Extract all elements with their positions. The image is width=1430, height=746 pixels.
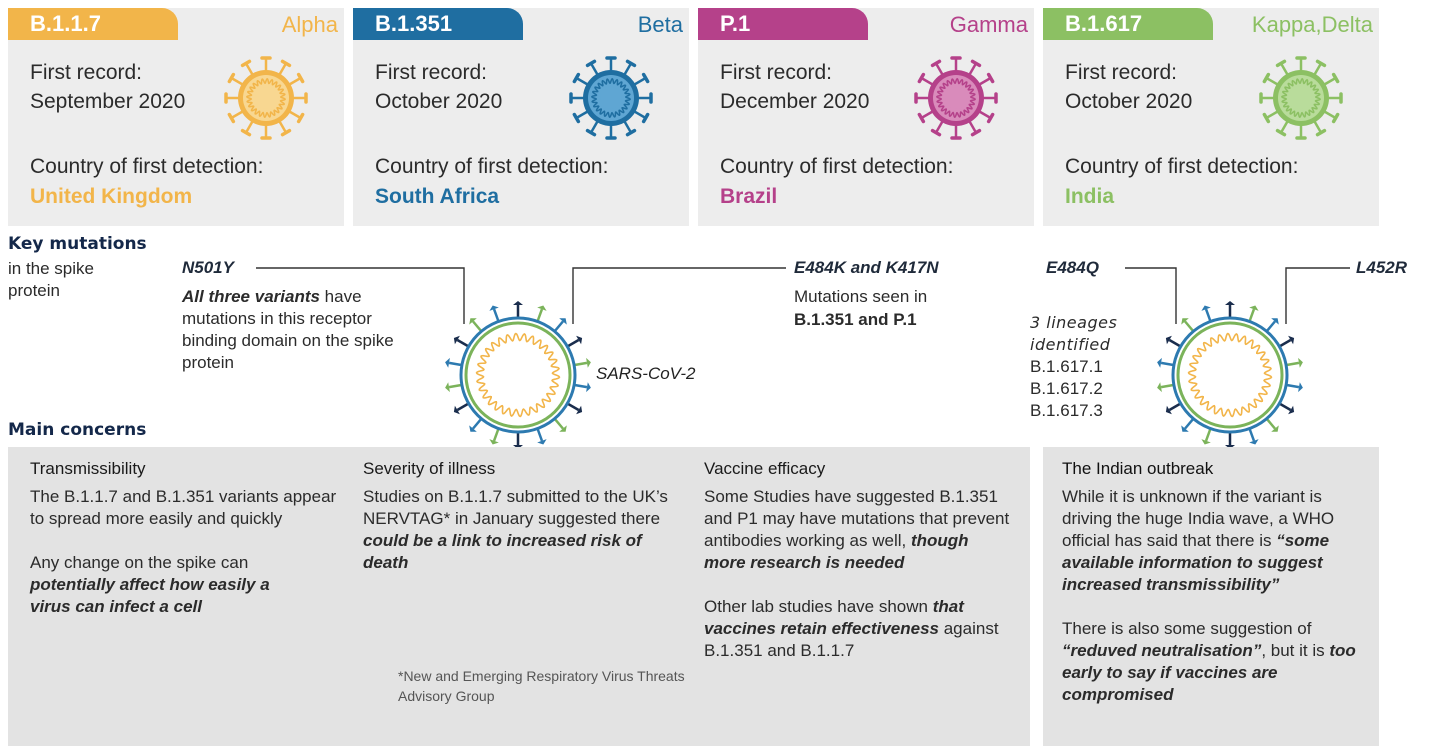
main-concerns-heading: Main concerns [8,420,147,440]
lineage-item: B.1.617.3 [1030,401,1103,420]
concern-vaccine: Vaccine efficacy Some Studies have suggested B.1.351 and P1 may have mutations that prevent antibodies working as well, though more research is needed Other lab studies have shown that vaccines retain effectiveness against B.1.351 and B.1.1.7 [704,458,1014,684]
variant-name: Beta [637,12,683,37]
lineage-item: B.1.617.1 [1030,357,1103,376]
lineage-tab: P.1 [698,8,868,40]
country-name: India [1065,185,1115,208]
variant-name: Gamma [949,12,1028,37]
mutation-e484q: E484Q [1046,258,1099,277]
first-record: First record: December 2020 [720,61,870,113]
key-mutations-subheading: in the spike protein [8,259,94,300]
key-mutations-heading: Key mutations [8,234,147,254]
n501y-description: All three variants have mutations in this receptor binding domain on the spike protein [182,287,394,372]
mutation-n501y: N501Y [182,258,234,277]
sars-cov-2-virus-icon [438,300,598,450]
mutation-e484k-k417n: E484K and K417N [794,258,939,277]
country-name: United Kingdom [30,185,193,208]
concern-title: The Indian outbreak [1062,459,1214,478]
first-record: First record: September 2020 [30,61,186,113]
first-record: First record: October 2020 [1065,61,1193,113]
concern-title: Transmissibility [30,459,146,478]
concern-india: The Indian outbreak While it is unknown if the variant is driving the huge India wave, a WHO official has said that there is “some available information to suggest increased transmissibility” There is also some suggestion of “reduved neutralisation”, but it is too early to say if vaccines are compromised [1062,458,1374,728]
footnote: *New and Emerging Respiratory Virus Threats Advisory Group [398,668,685,704]
lineage-item: B.1.617.2 [1030,379,1103,398]
b1617-virus-icon [1150,300,1310,450]
lineage-tab: B.1.351 [353,8,523,40]
e484k-line1: Mutations seen in [794,287,928,306]
lineage-tab: B.1.617 [1043,8,1213,40]
variant-name: Alpha [281,12,338,37]
concern-transmissibility: Transmissibility The B.1.1.7 and B.1.351 variants appear to spread more easily and quickly Any change on the spike can potentially affect how easily a virus can infect a cell [30,458,340,640]
lineages-block: 3 lineages identified B.1.617.1 B.1.617.2 B.1.617.3 [1030,313,1118,420]
first-record: First record: October 2020 [375,61,503,113]
sars-cov-2-label: SARS-CoV-2 [596,364,696,383]
lineage-tab: B.1.1.7 [8,8,178,40]
concern-severity: Severity of illness Studies on B.1.1.7 submitted to the UK’s NERVTAG* in January suggested there could be a link to increased risk of death [363,458,673,596]
country-label: Country of first detection: [375,155,609,178]
concern-title: Severity of illness [363,459,496,478]
country-label: Country of first detection: [720,155,954,178]
e484k-line2: B.1.351 and P.1 [794,310,917,329]
country-label: Country of first detection: [30,155,264,178]
concern-title: Vaccine efficacy [704,459,826,478]
variant-name: Kappa,Delta [1251,12,1373,37]
country-name: South Africa [375,185,500,208]
country-name: Brazil [720,185,778,208]
mutation-l452r: L452R [1356,258,1408,277]
country-label: Country of first detection: [1065,155,1299,178]
